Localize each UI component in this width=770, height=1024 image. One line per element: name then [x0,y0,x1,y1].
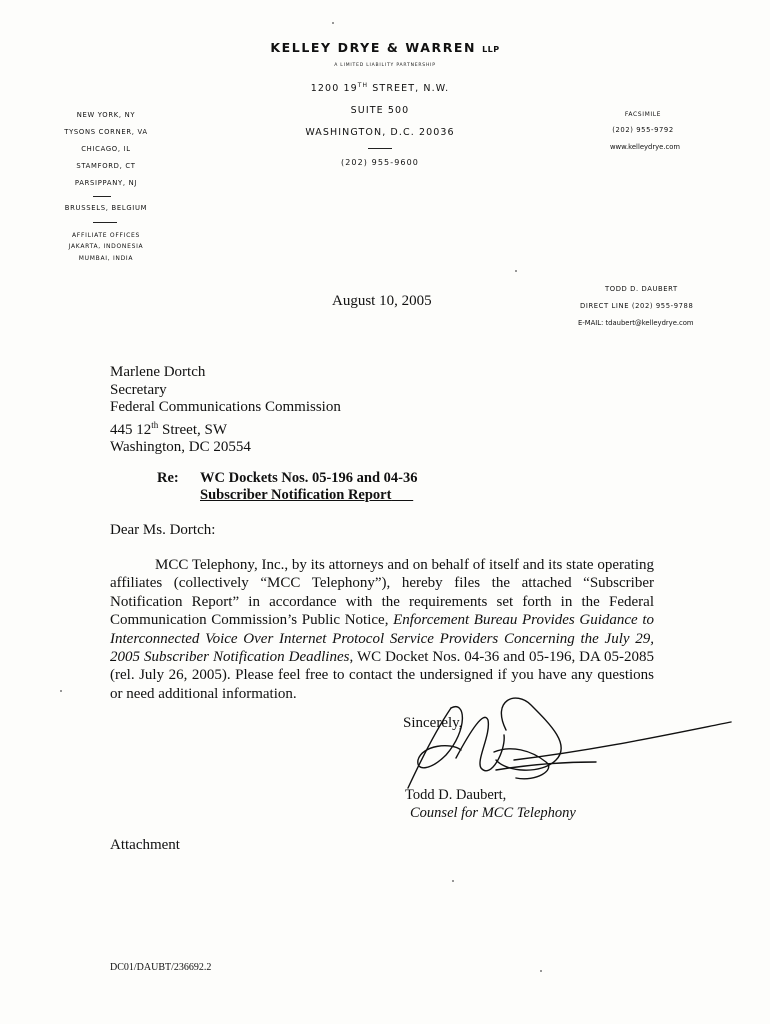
firm-suffix: LLP [482,45,500,54]
office-item: PARSIPPANY, NJ [74,179,138,187]
office-item: NEW YORK, NY [76,111,136,119]
firm-name-text: KELLEY DRYE & WARREN [270,40,477,55]
signature-name: Todd D. Daubert, [405,787,507,803]
scan-speck [452,880,454,882]
sender-direct-line: DIRECT LINE (202) 955-9788 [580,302,694,310]
recipient-name: Marlene Dortch [110,364,206,380]
office-item: CHICAGO, IL [81,145,131,153]
scan-speck [60,690,62,692]
fax-label: FACSIMILE [624,111,662,118]
office-list [46,110,166,189]
firm-suite: SUITE 500 [350,105,410,116]
subject [200,470,418,504]
closing: Sincerely, [403,715,463,731]
website: www.kelleydrye.com [609,143,681,151]
office-item: STAMFORD, CT [76,162,136,170]
firm-street-ordinal: TH [357,82,369,89]
scan-speck [332,22,334,24]
firm-phone: (202) 955-9600 [341,158,419,167]
recipient-city: Washington, DC 20554 [110,439,251,455]
recipient-organization: Federal Communications Commission [110,399,341,415]
partnership-note: A LIMITED LIABILITY PARTNERSHIP [334,63,436,68]
affiliate-offices [46,231,166,265]
signature-title: Counsel for MCC Telephony [410,805,576,821]
recipient-title: Secretary [110,381,167,398]
international-office: BRUSSELS, BELGIUM [64,204,148,212]
firm-city: WASHINGTON, D.C. 20036 [305,127,455,138]
recipient-street-suffix: Street, SW [158,421,228,438]
affiliate-office-item: JAKARTA, INDONESIA [68,243,144,250]
sender-name: TODD D. DAUBERT [605,285,678,293]
office-item: TYSONS CORNER, VA [64,128,148,136]
affiliate-label: AFFILIATE OFFICES [72,232,140,239]
body-text-part-2: , WC Docket Nos. 04-36 and 05-196, DA 05-2085 (rel. July 26, 2005). Please feel free to contact the undersigned if you have any questions or need additional information. [110,649,655,702]
firm-street-suffix: STREET, N.W. [372,83,450,95]
affiliate-office-item: MUMBAI, INDIA [78,255,134,262]
scan-speck [515,270,517,272]
firm-street [280,82,480,94]
subject-line-2: Subscriber Notification Report [200,487,392,503]
office-divider [93,196,111,197]
subject-label: Re: [157,470,179,486]
document-number: DC01/DAUBT/236692.2 [110,962,212,973]
subject-line-1: WC Dockets Nos. 05-196 and 04-36 [200,470,418,486]
recipient-street-ordinal: th [151,419,159,430]
firm-name [0,40,770,55]
scan-speck [540,970,542,972]
enclosure: Attachment [110,837,180,853]
affiliate-divider [93,222,117,223]
firm-street-number: 1200 19 [310,83,358,95]
recipient-street-number: 445 12 [110,421,152,438]
body-paragraph [110,556,654,703]
recipient-address [110,364,341,457]
salutation: Dear Ms. Dortch: [110,522,216,538]
letter-date: August 10, 2005 [332,293,432,309]
address-divider [368,148,392,149]
public-notice-title: Enforcement Bureau Provides Guidance to Interconnected Voice Over Internet Protocol Service Providers Concerning the July 29, 2005 Subscriber Notification Deadlines [110,612,654,666]
body-text-part-1: MCC Telephony, Inc., by its attorneys and on behalf of itself and its state operating affiliates (collectively “MCC Telephony”), hereby files the attached “Subscriber Notification Report” in accordance with the requirements set forth in the Federal Communication Commission’s Public Notice, [110,557,654,629]
sender-email: E-MAIL: tdaubert@kelleydrye.com [578,319,694,327]
recipient-street [110,417,341,440]
handwritten-signature [396,690,736,800]
fax-number: (202) 955-9792 [612,126,674,134]
